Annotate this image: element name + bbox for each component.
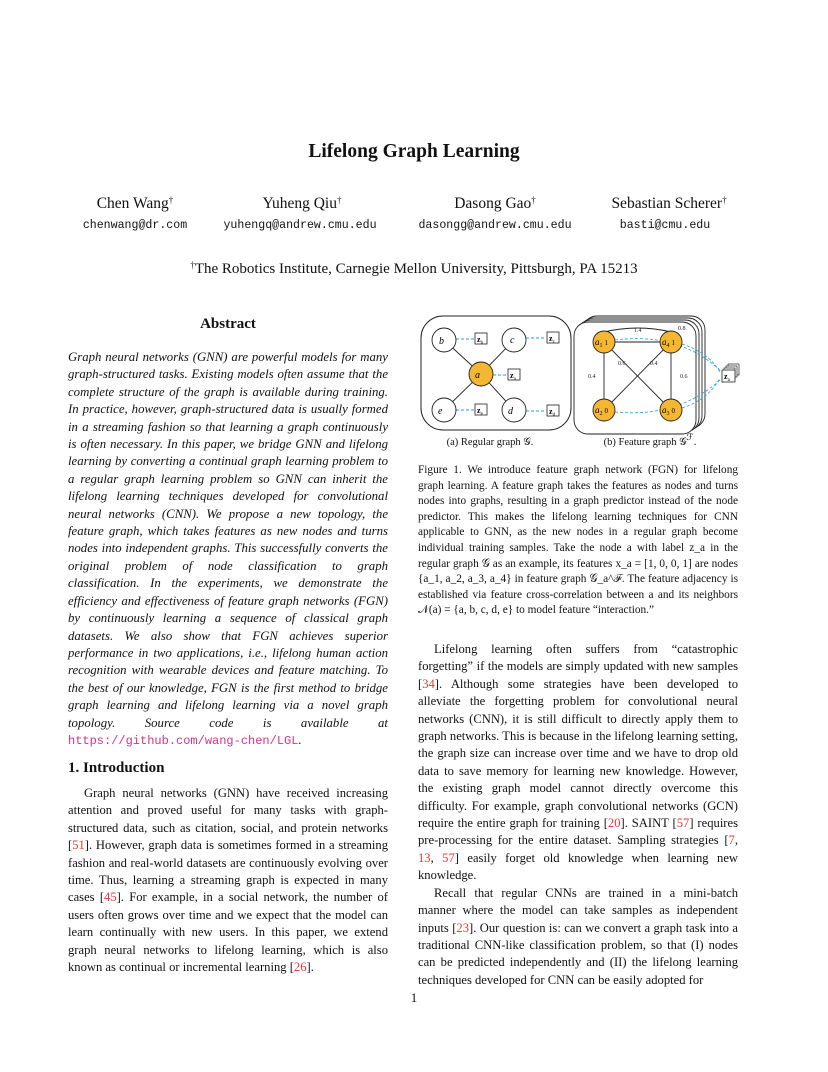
feature-label-stack [722,364,739,383]
author-name: Dasong Gao† [454,195,536,212]
citation-link[interactable]: 13 [418,850,431,865]
label-box: $z_d$ [549,407,556,418]
edge-weight: 1.4 [634,328,642,334]
right-column [418,641,738,989]
graph-node [432,328,456,352]
figure-1 [418,312,748,437]
label-box: $z_e$ [477,406,483,417]
citation-link[interactable]: 7 [728,833,735,848]
svg-text:a30: $a_3$ $^0$ [662,405,675,417]
citation-link[interactable]: 26 [293,960,307,975]
citation-link[interactable]: 51 [72,838,85,853]
author-name: Sebastian Scherer† [611,195,727,212]
intro-column [68,785,388,976]
feature-node [593,331,615,353]
citation-link[interactable]: 57 [676,816,690,831]
section-heading: 1. Introduction [68,760,165,776]
graph-node [469,362,493,386]
node-label: e [438,406,443,417]
paper-title: Lifelong Graph Learning [308,141,520,162]
edge-weight: 0.4 [588,374,596,380]
edge-weight: 0.8 [678,326,686,332]
figure-caption: Figure 1. We introduce feature graph network (FGN) for lifelong graph learning. A feature graph takes the features as nodes and turns nodes into graphs, resulting in a graph predictor instead of the node predictor. This makes the lifelong learning techniques for CNN applicable to GNN, as the new nodes in a regular graph become individual training samples. Take the node a with label z_a in the regular graph 𝒢 as an example, its features x_a = [1, 0, 0, 1] are nodes {a_1, a_2, a_3, a_4} in feature graph 𝒢_a^ℱ. The feature adjacency is established via feature cross-correlation between a and its neighbors 𝒩(a) = {a, b, c, d, e} to model feature “interaction.” [418,464,738,617]
body-paragraph: Recall that regular CNNs are trained in a mini-batch manner where the model can take samples as independent inputs [23]. Our question is: can we convert a graph task into a traditional CNN-like classification problem, so that (I) nodes can be predicted independently and (II) the lifelong learning techniques developed for CNN can be easily adopted for [418,885,738,987]
citation-link[interactable]: 57 [442,850,455,865]
svg-text:a20: $a_2$ $^0$ [595,405,608,417]
abstract-body: Graph neural networks (GNN) are powerful models for many graph-structured tasks. Existing models often assume that the complete structure of the graph is available during training. In practice, however, graph-structured data is usually formed in a streaming fashion so that learning a graph continuously is often necessary. In this paper, we bridge GNN and lifelong learning by converting a continual graph learning problem to a regular graph learning problem so GNN can inherit the lifelong learning techniques developed for convolutional neural networks (CNN). We propose a new topology, the feature graph, which takes features as new nodes and turns nodes into independent graphs. This successfully converts the original problem of node classification to graph classification. In the experiments, we demonstrate the efficiency and effectiveness of feature graph networks (FGN) by continuously learning a sequence of classical graph datasets. We also show that FGN achieves superior performance in two applications, i.e., lifelong human action recognition with wearable devices and feature matching. To the best of our knowledge, FGN is the first method to bridge graph learning and lifelong learning via a novel graph topology. Source code is available at https://github.com/wang-chen/LGL. [68,350,388,748]
node-label: a [475,370,480,381]
svg-text:a11: $a_1$ $^1$ [595,337,608,349]
subcaption-a: (a) Regular graph 𝒢. [446,437,534,448]
affiliation: †The Robotics Institute, Carnegie Mellon University, Pittsburgh, PA 15213 [190,260,638,277]
node-label: c [510,335,515,346]
source-code-link[interactable]: https://github.com/wang-chen/LGL [68,733,299,748]
citation-link[interactable]: 20 [607,816,621,831]
feature-node [660,331,682,353]
graph-node [502,398,526,422]
edge-weight: 0.6 [618,361,626,367]
abstract-heading: Abstract [200,316,256,332]
feature-node [593,399,615,421]
author-email: dasongg@andrew.cmu.edu [418,219,572,232]
feature-node [660,399,682,421]
graph-node [502,328,526,352]
body-paragraph: Lifelong learning often suffers from “catastrophic forgetting” if the models are simply updated with new samples [34]. Although some strategies have been developed to alleviate the forgetting problem for convolutional neural networks (CNN), it is still difficult to directly apply them to graph networks. This is because in the lifelong learning setting, the graph size can increase over time and we have to drop old data to save memory for learning new knowledge. However, the existing graph model cannot directly overcome this difficulty. For example, graph convolutional networks (GCN) require the entire graph for training [20]. SAINT [57] requires pre-processing for the entire dataset. Sampling strategies [7, 13, 57] easily forget old knowledge when learning new knowledge. [418,642,739,883]
author-email: yuhengq@andrew.cmu.edu [223,219,377,232]
intro-paragraph: Graph neural networks (GNN) have received increasing attention and proved useful for many tasks with graph-structured data, such as citation, social, and protein networks [51]. However, graph data is sometimes formed in a streaming fashion and real-world datasets are continuously evolving over time. Thus, learning a streaming graph is expected in many cases [45]. For example, in a social network, the number of users often grows over time and we expect that the model can learn continually with new users. In this paper, we extend graph neural networks to lifelong learning, which is also known as continual or incremental learning [26]. [68,786,388,975]
citation-link[interactable]: 23 [456,920,470,935]
author-email: basti@cmu.edu [619,219,711,232]
label-box: $z_c$ [549,334,555,345]
page-number: 1 [410,990,418,1005]
citation-link[interactable]: 34 [422,676,435,691]
edge-weight: 0.6 [680,374,688,380]
svg-text:a41: $a_4$ $^1$ [662,337,675,349]
author-email: chenwang@dr.com [82,219,188,232]
node-label: d [508,406,513,417]
label-box: $z_a$ [510,371,516,382]
graph-node [432,398,456,422]
author-name: Chen Wang† [96,195,174,212]
citation-link[interactable]: 45 [104,890,117,905]
label-box: $z_b$ [477,335,484,346]
node-label: b [439,336,444,347]
svg-text:za: $z_a$ [724,372,730,383]
edge-weight: 0.4 [650,361,658,367]
subcaption-b: (b) Feature graph 𝒢$^ℱ$. [603,432,697,448]
author-name: Yuheng Qiu† [262,195,342,212]
